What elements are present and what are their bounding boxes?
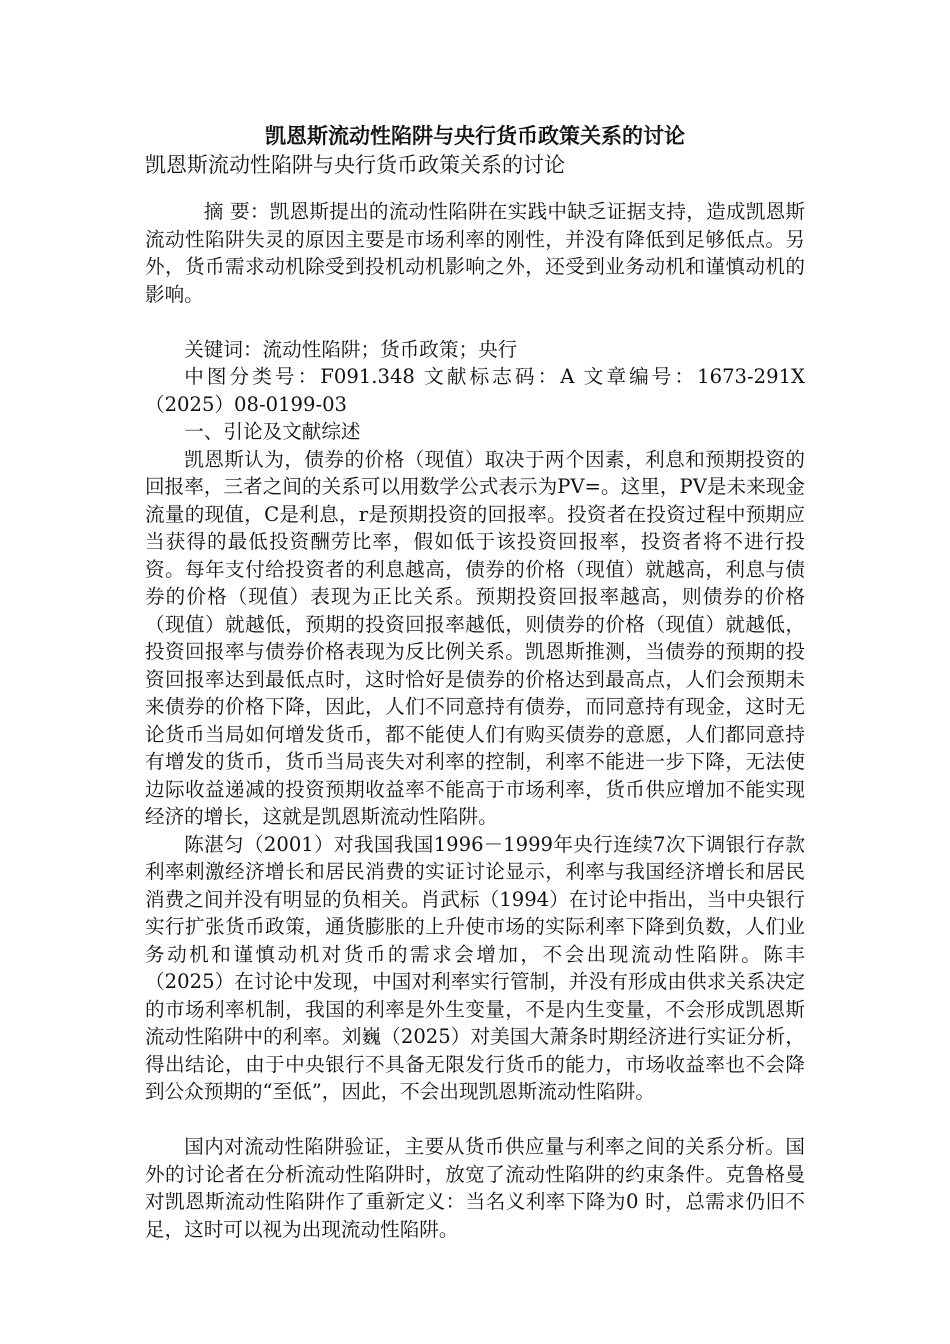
abstract-paragraph: 摘 要：凯恩斯提出的流动性陷阱在实践中缺乏证据支持，造成凯恩斯流动性陷阱失灵的原因主要是市场利率的刚性，并没有降低到足够低点。另外，货币需求动机除受到投机动机影响之外，还受到业务动机和谨慎动机的影响。 — [145, 200, 805, 306]
classification-line: 中图分类号：F091.348 文献标志码：A 文章编号：1673-291X（2025）08-0199-03 — [145, 365, 805, 416]
document-title: 凯恩斯流动性陷阱与央行货币政策关系的讨论 — [265, 123, 685, 148]
document-subtitle: 凯恩斯流动性陷阱与央行货币政策关系的讨论 — [145, 153, 565, 177]
body-paragraph-3: 国内对流动性陷阱验证，主要从货币供应量与利率之间的关系分析。国外的讨论者在分析流动性陷阱时，放宽了流动性陷阱的约束条件。克鲁格曼对凯恩斯流动性陷阱作了重新定义：当名义利率下降为0 时，总需求仍旧不足，这时可以视为出现流动性陷阱。 — [145, 1135, 805, 1241]
keywords-line: 关键词：流动性陷阱；货币政策；央行 — [184, 337, 518, 361]
body-paragraph-1: 凯恩斯认为，债券的价格（现值）取决于两个因素，利息和预期投资的回报率，三者之间的关系可以用数学公式表示为PV=。这里，PV是未来现金流量的现值，C是利息，r是预期投资的回报率。投资者在投资过程中预期应当获得的最低投资酬劳比率，假如低于该投资回报率，投资者将不进行投资。每年支付给投资者的利息越高，债券的价格（现值）就越高，利息与债券的价格（现值）表现为正比关系。预期投资回报率越高，则债券的价格（现值）就越低，预期的投资回报率越低，则债券的价格（现值）就越低，投资回报率与债券价格表现为反比例关系。凯恩斯推测，当债券的预期的投资回报率达到最低点时，这时恰好是债券的价格达到最高点，人们会预期未来债券的价格下降，因此，人们不同意持有债券，而同意持有现金，这时无论货币当局如何增发货币，都不能使人们有购买债券的意愿，人们都同意持有增发的货币，货币当局丧失对利率的控制，利率不能进一步下降，无法使边际收益递减的投资预期收益率不能高于市场利率，货币供应增加不能实现经济的增长，这就是凯恩斯流动性陷阱。 — [145, 447, 805, 828]
body-paragraph-2: 陈湛匀（2001）对我国我国1996－1999年央行连续7次下调银行存款利率刺激经济增长和居民消费的实证讨论显示，利率与我国经济增长和居民消费之间并没有明显的负相关。肖武标（1994）在讨论中指出，当中央银行实行扩张货币政策，通货膨胀的上升使市场的实际利率下降到负数，人们业务动机和谨慎动机对货币的需求会增加，不会出现流动性陷阱。陈丰（2025）在讨论中发现，中国对利率实行管制，并没有形成由供求关系决定的市场利率机制，我国的利率是外生变量，不是内生变量，不会形成凯恩斯流动性陷阱中的利率。刘巍（2025）对美国大萧条时期经济进行实证分析，得出结论，由于中央银行不具备无限发行货币的能力，市场收益率也不会降到公众预期的“至低”，因此，不会出现凯恩斯流动性陷阱。 — [145, 832, 805, 1103]
document-body — [145, 198, 805, 1243]
section-heading: 一、引论及文献综述 — [184, 420, 361, 443]
